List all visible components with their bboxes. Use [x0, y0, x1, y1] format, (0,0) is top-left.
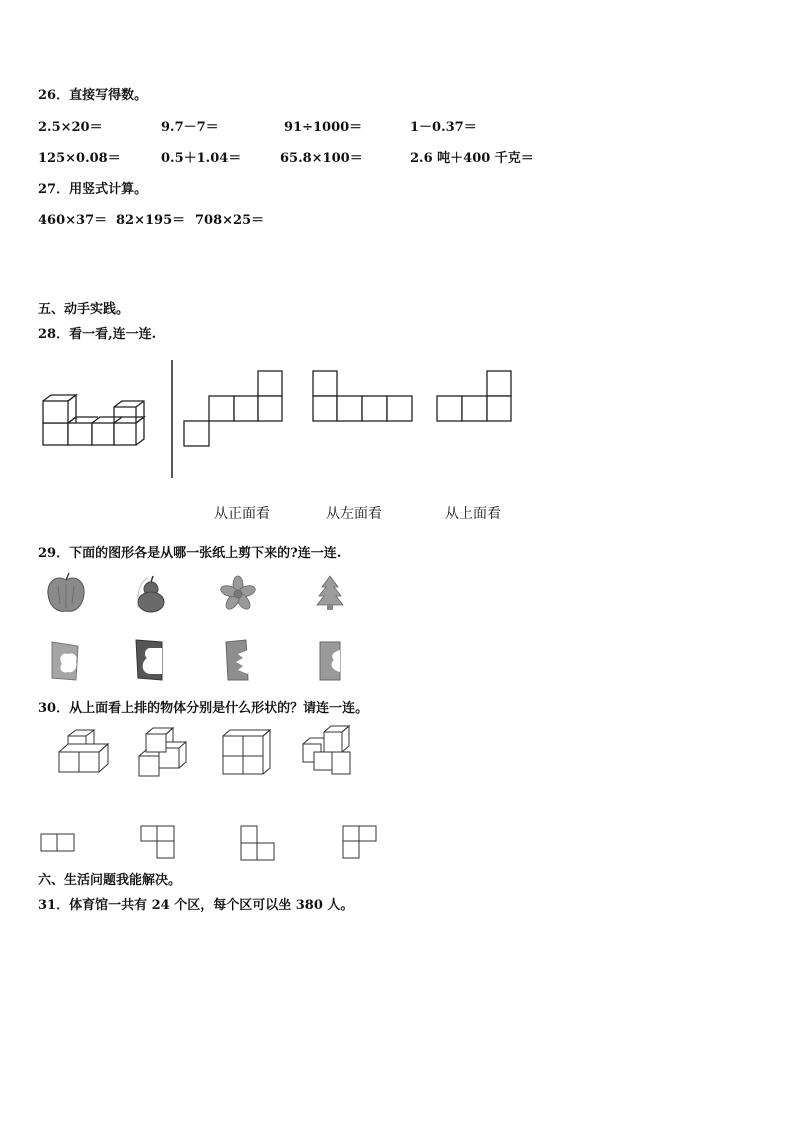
q26-item-4: 1－0.37＝ [410, 120, 477, 135]
tree-icon [317, 576, 343, 610]
q30-top-view-1 [41, 834, 74, 851]
gourd-icon [138, 576, 164, 612]
q30-top-view-3 [241, 826, 274, 860]
q26-item-1: 2.5×20＝ [38, 120, 103, 135]
q29-title: 29．下面的图形各是从哪一张纸上剪下来的?连一连. [38, 546, 342, 561]
q27-title: 27．用竖式计算。 [38, 182, 148, 197]
q30-solid-1 [59, 730, 108, 772]
q28-view-3 [437, 371, 511, 421]
q26-item-7: 65.8×100＝ [280, 151, 363, 166]
q28-label-front: 从正面看 [214, 506, 270, 522]
paper-gourd-cut [136, 640, 162, 680]
q27-item-2: 82×195＝ [116, 213, 186, 228]
section6-heading: 六、生活问题我能解决。 [38, 873, 182, 888]
q26-item-2: 9.7－7＝ [161, 120, 219, 135]
q30-solid-3 [223, 730, 270, 774]
q30-solid-2 [139, 728, 186, 776]
q27-item-3: 708×25＝ [195, 213, 265, 228]
q26-item-8: 2.6 吨＋400 千克＝ [410, 151, 534, 166]
q28-figures [0, 355, 794, 485]
q29-figures [0, 570, 794, 690]
q26-item-5: 125×0.08＝ [38, 151, 121, 166]
q27-item-1: 460×37＝ [38, 213, 108, 228]
paper-flower-cut [226, 640, 248, 680]
q26-title: 26．直接写得数。 [38, 88, 148, 103]
q30-figures [0, 722, 794, 862]
q30-top-view-2 [141, 826, 174, 858]
flower-icon [219, 576, 256, 612]
q30-top-view-4 [343, 826, 376, 858]
q28-title: 28．看一看,连一连. [38, 327, 157, 342]
q28-label-top: 从上面看 [445, 506, 501, 522]
q28-view-1 [184, 371, 282, 446]
q30-title: 30．从上面看上排的物体分别是什么形状的？请连一连。 [38, 701, 369, 716]
section5-heading: 五、动手实践。 [38, 302, 130, 317]
q26-item-3: 91÷1000＝ [284, 120, 363, 135]
q31-title: 31．体育馆一共有 24 个区，每个区可以坐 380 人。 [38, 898, 354, 913]
paper-apple-cut [52, 642, 78, 680]
q28-label-left: 从左面看 [326, 506, 382, 522]
q26-item-6: 0.5＋1.04＝ [161, 151, 242, 166]
q30-solid-4 [303, 726, 350, 774]
q28-solid-figure [43, 395, 144, 445]
apple-icon [48, 573, 84, 611]
paper-tree-cut [320, 642, 340, 680]
q28-view-2 [313, 371, 412, 421]
